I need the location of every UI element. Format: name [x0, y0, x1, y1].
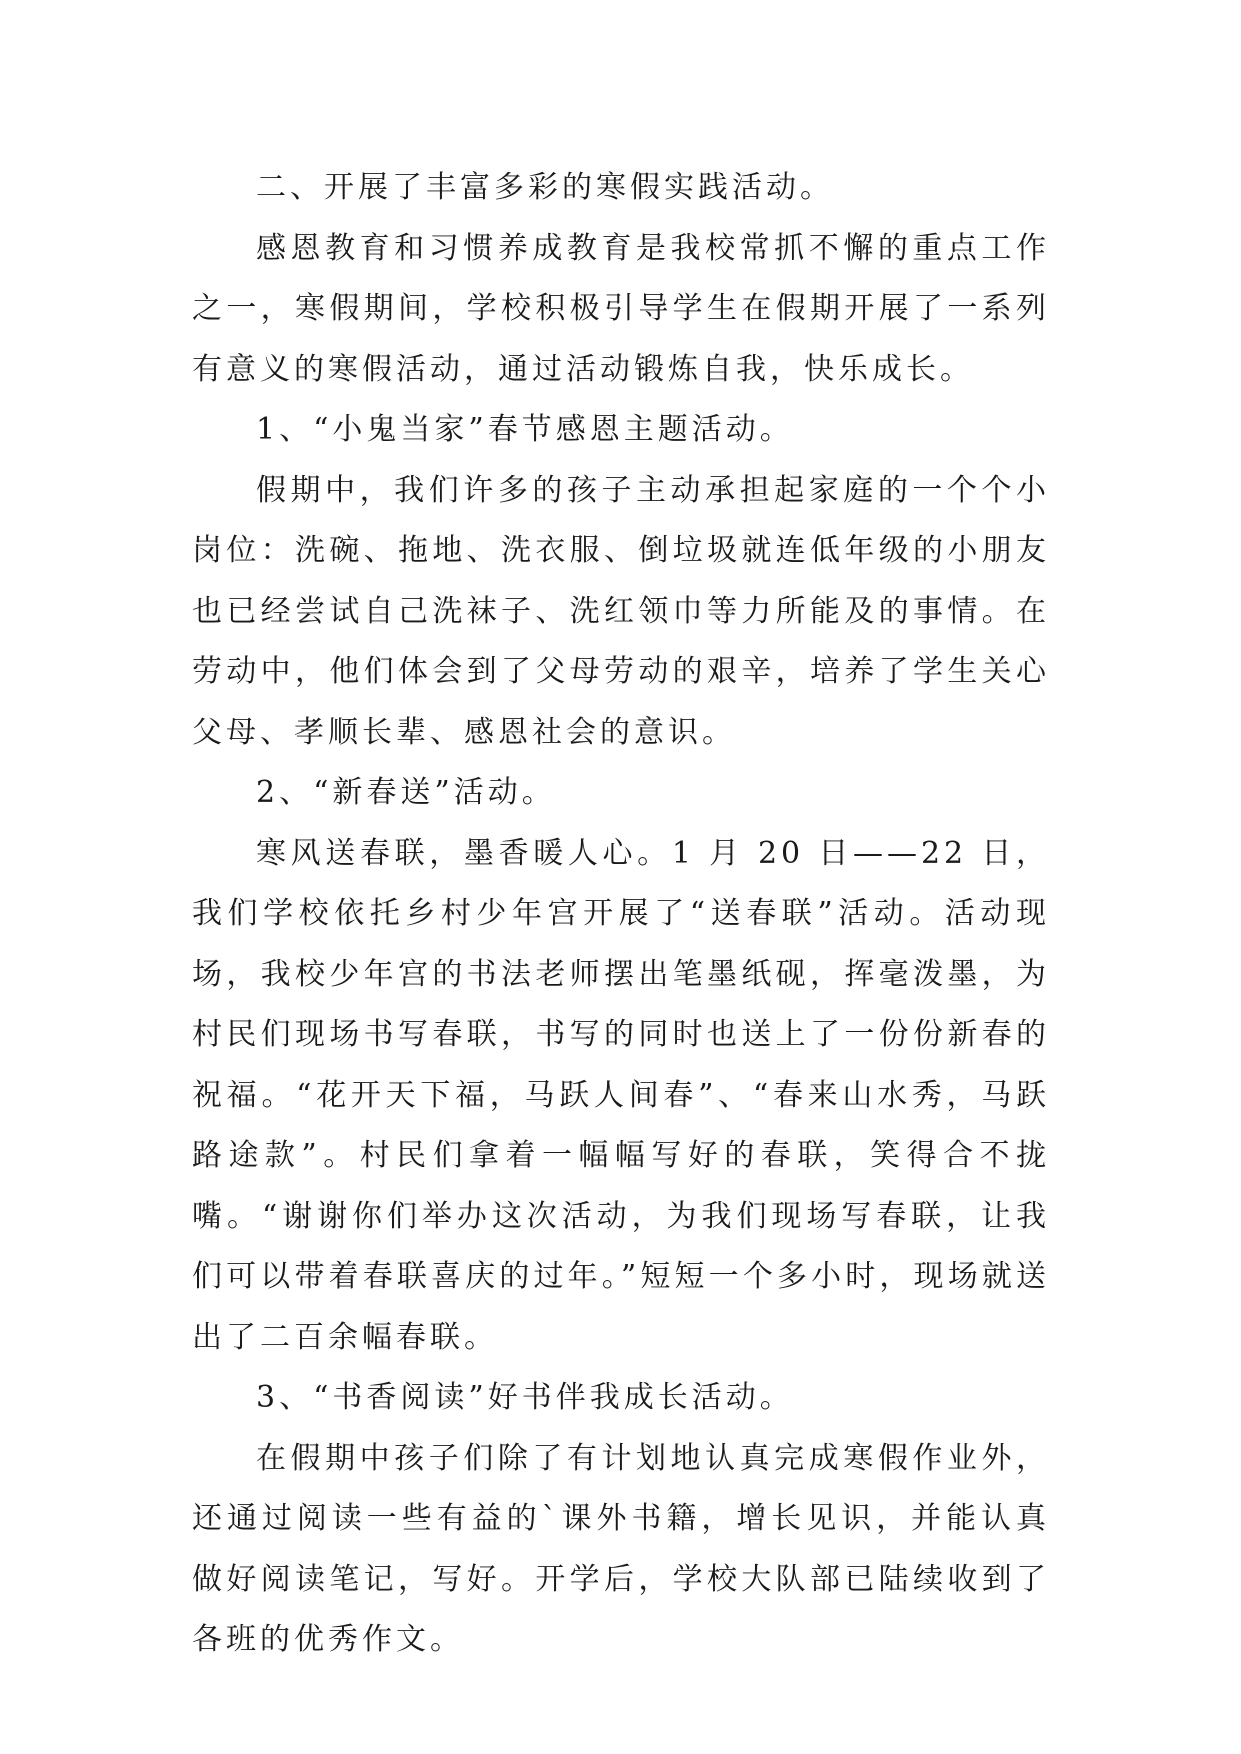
section-heading: 二、开展了丰富多彩的寒假实践活动。	[256, 170, 834, 205]
activity-2-paragraph: 寒风送春联，墨香暖人心。1 月 20 日——22 日，我们学校依托乡村少年宫开展了“送春联”活动。活动现场，我校少年宫的书法老师摆出笔墨纸砚，挥毫泼墨，为村民们现场书写春联，书写的同时也送上了一份份新春的祝福。“花开天下福，马跃人间春”、“春来山水秀，马跃路途款”。村民们拿着一幅幅写好的春联，笑得合不拢嘴。“谢谢你们举办这次活动，为我们现场写春联，让我们可以带着春联喜庆的过年。”短短一个多小时，现场就送出了二百余幅春联。	[192, 835, 1050, 1355]
activity-1-paragraph: 假期中，我们许多的孩子主动承担起家庭的一个个小岗位：洗碗、拖地、洗衣服、倒垃圾就连低年级的小朋友也已经尝试自己洗袜子、洗红领巾等力所能及的事情。在劳动中，他们体会到了父母劳动的艰辛，培养了学生关心父母、孝顺长辈、感恩社会的意识。	[192, 472, 1050, 750]
activity-1-heading: 1、“小鬼当家”春节感恩主题活动。	[256, 412, 794, 447]
activity-3-heading: 3、“书香阅读”好书伴我成长活动。	[256, 1380, 794, 1415]
document-body	[192, 158, 1050, 1671]
activity-3-paragraph: 在假期中孩子们除了有计划地认真完成寒假作业外，还通过阅读一些有益的`课外书籍，增长见识，并能认真做好阅读笔记，写好。开学后，学校大队部已陆续收到了各班的优秀作文。	[192, 1440, 1050, 1657]
intro-paragraph: 感恩教育和习惯养成教育是我校常抓不懈的重点工作之一，寒假期间，学校积极引导学生在假期开展了一系列有意义的寒假活动，通过活动锻炼自我，快乐成长。	[192, 230, 1050, 387]
activity-2-heading: 2、“新春送”活动。	[256, 775, 556, 810]
